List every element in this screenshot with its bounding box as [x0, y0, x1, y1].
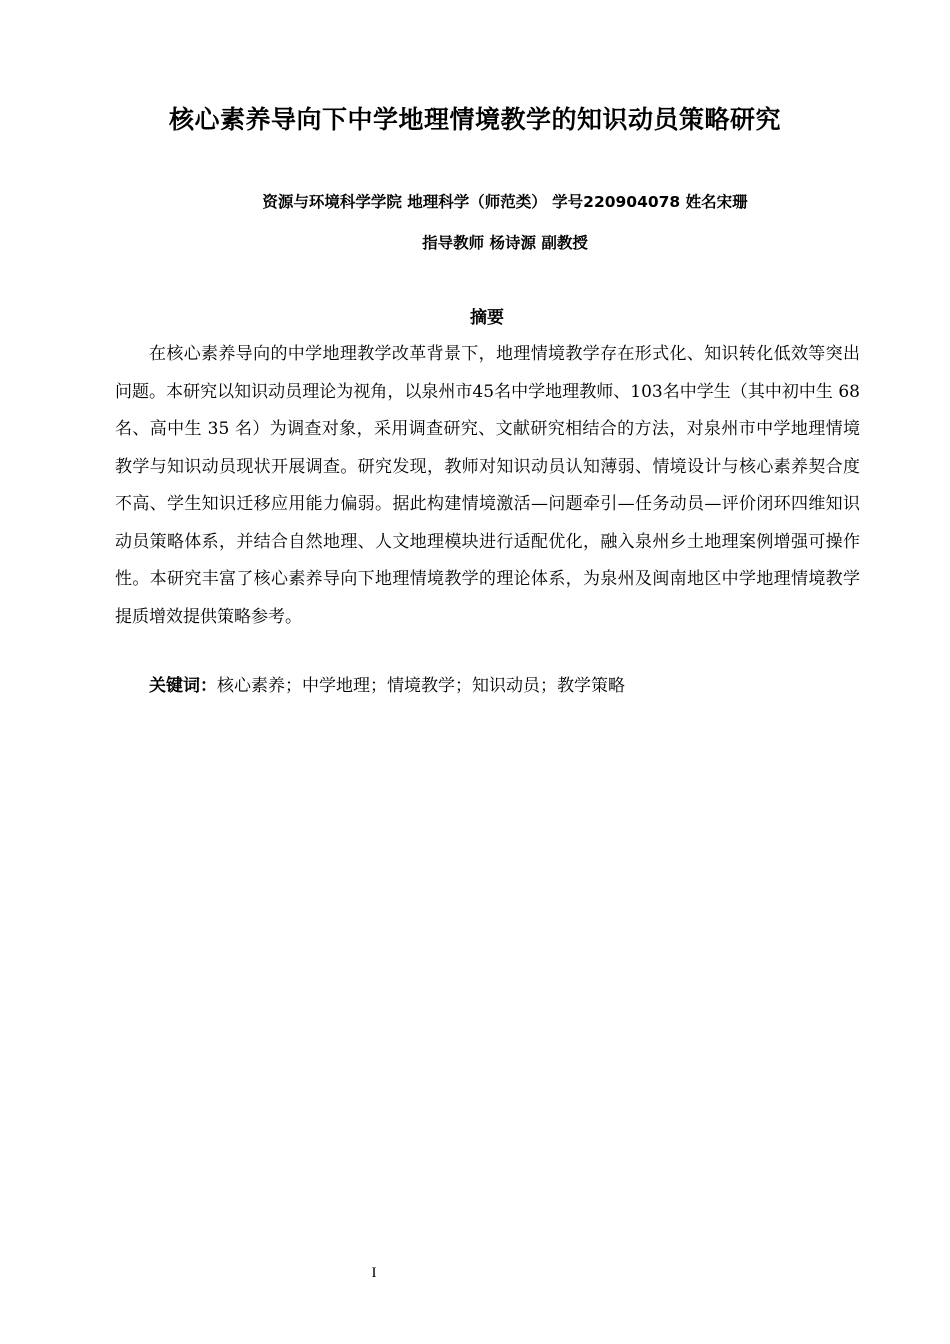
abstract-heading: 摘要 — [470, 308, 504, 328]
page-number: I — [371, 1265, 377, 1281]
keywords-line — [149, 671, 625, 696]
keywords-label: 关键词： — [149, 676, 217, 696]
keywords-text: 核心素养；中学地理；情境教学；知识动员；教学策略 — [217, 676, 625, 696]
paper-title: 核心素养导向下中学地理情境教学的知识动员策略研究 — [168, 105, 781, 134]
abstract-body: 在核心素养导向的中学地理教学改革背景下，地理情境教学存在形式化、知识转化低效等突出问题。本研究以知识动员理论为视角，以泉州市45名中学地理教师、103名中学生（其中初中生 68 名、高中生 35 名）为调查对象，采用调查研究、文献研究相结合的方法，对泉州市中学地理情境教学与知识动员现状开展调查。研究发现，教师对知识动员认知薄弱、情境设计与核心素养契合度不高、学生知识迁移应用能力偏弱。据此构建情境激活—问题牵引—任务动员—评价闭环四维知识动员策略体系，并结合自然地理、人文地理模块进行适配优化，融入泉州乡土地理案例增强可操作性。本研究丰富了核心素养导向下地理情境教学的理论体系，为泉州及闽南地区中学地理情境教学提质增效提供策略参考。 — [115, 344, 860, 627]
author-info: 资源与环境科学学院 地理科学（师范类） 学号220904078 姓名宋珊 — [262, 193, 748, 211]
advisor-info: 指导教师 杨诗源 副教授 — [422, 234, 588, 252]
